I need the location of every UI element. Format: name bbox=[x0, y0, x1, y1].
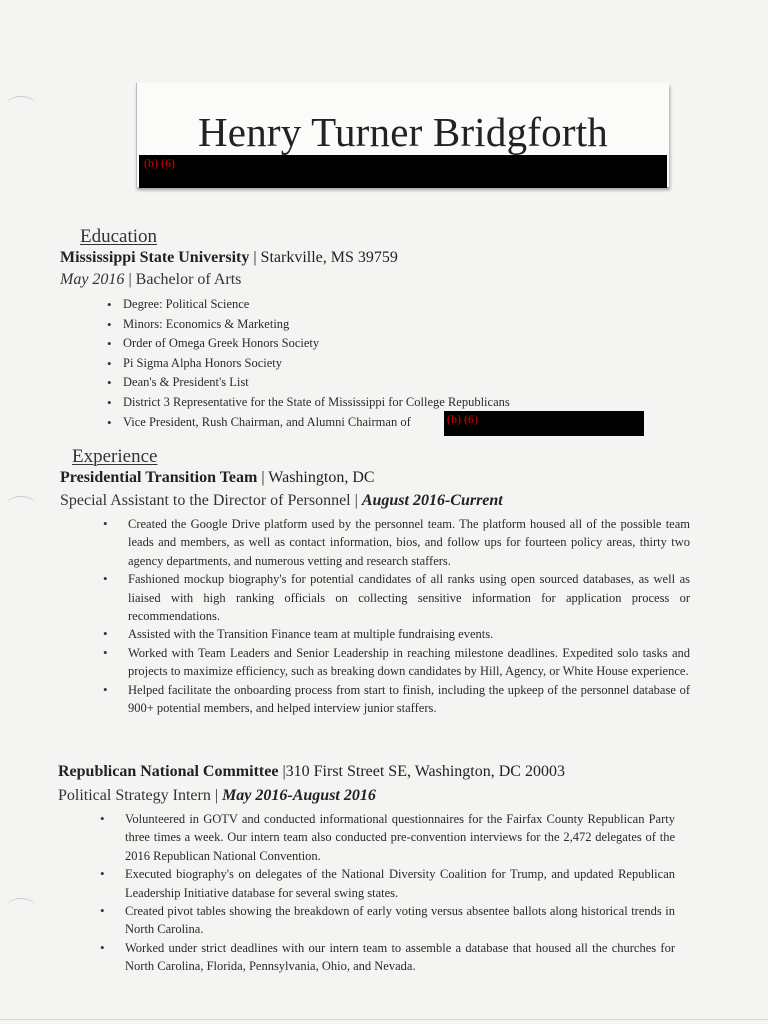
list-item: • Pi Sigma Alpha Honors Society bbox=[107, 354, 667, 374]
job-role-line bbox=[60, 492, 503, 510]
list-item: • Created the Google Drive platform used by the personnel team. The platform housed all of the possible team leads and members, as well as contact information, bios, and follow ups for fourteen policy areas, thirty two agency departments, and numerous vetting and research staffers. bbox=[103, 515, 690, 570]
punch-hole-mark-top bbox=[6, 96, 36, 115]
candidate-name: Henry Turner Bridgforth bbox=[197, 109, 608, 155]
redaction-code: (b) (6) bbox=[447, 412, 478, 426]
job-org-line bbox=[58, 763, 565, 781]
job-bullets bbox=[103, 515, 690, 717]
job-dates: May 2016-August 2016 bbox=[222, 787, 376, 804]
list-item: • District 3 Representative for the State of Mississippi for College Republicans bbox=[107, 393, 667, 413]
list-item: • Degree: Political Science bbox=[107, 295, 667, 315]
job-org: Republican National Committee bbox=[58, 763, 279, 780]
degree-line bbox=[60, 271, 241, 289]
job-org-line bbox=[60, 469, 375, 487]
page-edge bbox=[0, 1019, 768, 1020]
job-dates: August 2016-Current bbox=[361, 492, 503, 509]
job-bullets bbox=[100, 810, 675, 976]
list-item: • Worked with Team Leaders and Senior Leadership in reaching milestone deadlines. Expedited solo tasks and projects to maximize efficiency, such as breaking down candidates by Hill, Agency, or White House experience. bbox=[103, 644, 690, 681]
job-location: |310 First Street SE, Washington, DC 20003 bbox=[278, 763, 565, 780]
list-item: • Helped facilitate the onboarding process from start to finish, including the upkeep of the personnel database of 900+ potential members, and helped interview junior staffers. bbox=[103, 681, 690, 718]
job-role: Political Strategy Intern | bbox=[58, 787, 223, 804]
school-name: Mississippi State University bbox=[60, 249, 250, 266]
list-item: • Dean's & President's List bbox=[107, 373, 667, 393]
redaction-bar-fraternity bbox=[444, 411, 644, 436]
punch-hole-mark-middle bbox=[6, 496, 36, 515]
job-org: Presidential Transition Team bbox=[60, 469, 258, 486]
list-item: • Vice President, Rush Chairman, and Alumni Chairman of bbox=[107, 413, 667, 433]
job-location: | Washington, DC bbox=[257, 469, 375, 486]
list-item: • Executed biography's on delegates of the National Diversity Coalition for Trump, and updated Republican Leadership Initiative database for several swing states. bbox=[100, 865, 675, 902]
degree-date: May 2016 bbox=[60, 271, 125, 288]
list-item: • Created pivot tables showing the breakdown of early voting versus absentee ballots along historical trends in North Carolina. bbox=[100, 902, 675, 939]
redaction-bar-contact bbox=[139, 155, 667, 188]
job-role-line bbox=[58, 787, 376, 805]
list-item: • Assisted with the Transition Finance team at multiple fundraising events. bbox=[103, 625, 690, 643]
degree-name: | Bachelor of Arts bbox=[124, 271, 242, 288]
list-item: • Fashioned mockup biography's for potential candidates of all ranks using open sourced databases, as well as liaised with high ranking officials on collecting sensitive information for application process or recommendations. bbox=[103, 570, 690, 625]
redaction-code: (b) (6) bbox=[144, 156, 175, 170]
experience-heading: Experience bbox=[72, 446, 158, 467]
school-location: | Starkville, MS 39759 bbox=[249, 249, 398, 266]
education-heading: Education bbox=[80, 226, 158, 247]
school-line bbox=[60, 249, 398, 267]
list-item: • Order of Omega Greek Honors Society bbox=[107, 334, 667, 354]
list-item: • Minors: Economics & Marketing bbox=[107, 315, 667, 335]
job-role: Special Assistant to the Director of Personnel | bbox=[60, 492, 362, 509]
list-item: • Worked under strict deadlines with our intern team to assemble a database that housed all the churches for North Carolina, Florida, Pennsylvania, Ohio, and Nevada. bbox=[100, 939, 675, 976]
list-item: • Volunteered in GOTV and conducted informational questionnaires for the Fairfax County Republican Party three times a week. Our intern team also conducted pre-convention interviews for the 2,472 delegates of the 2016 Republican National Convention. bbox=[100, 810, 675, 865]
punch-hole-mark-bottom bbox=[6, 898, 36, 917]
